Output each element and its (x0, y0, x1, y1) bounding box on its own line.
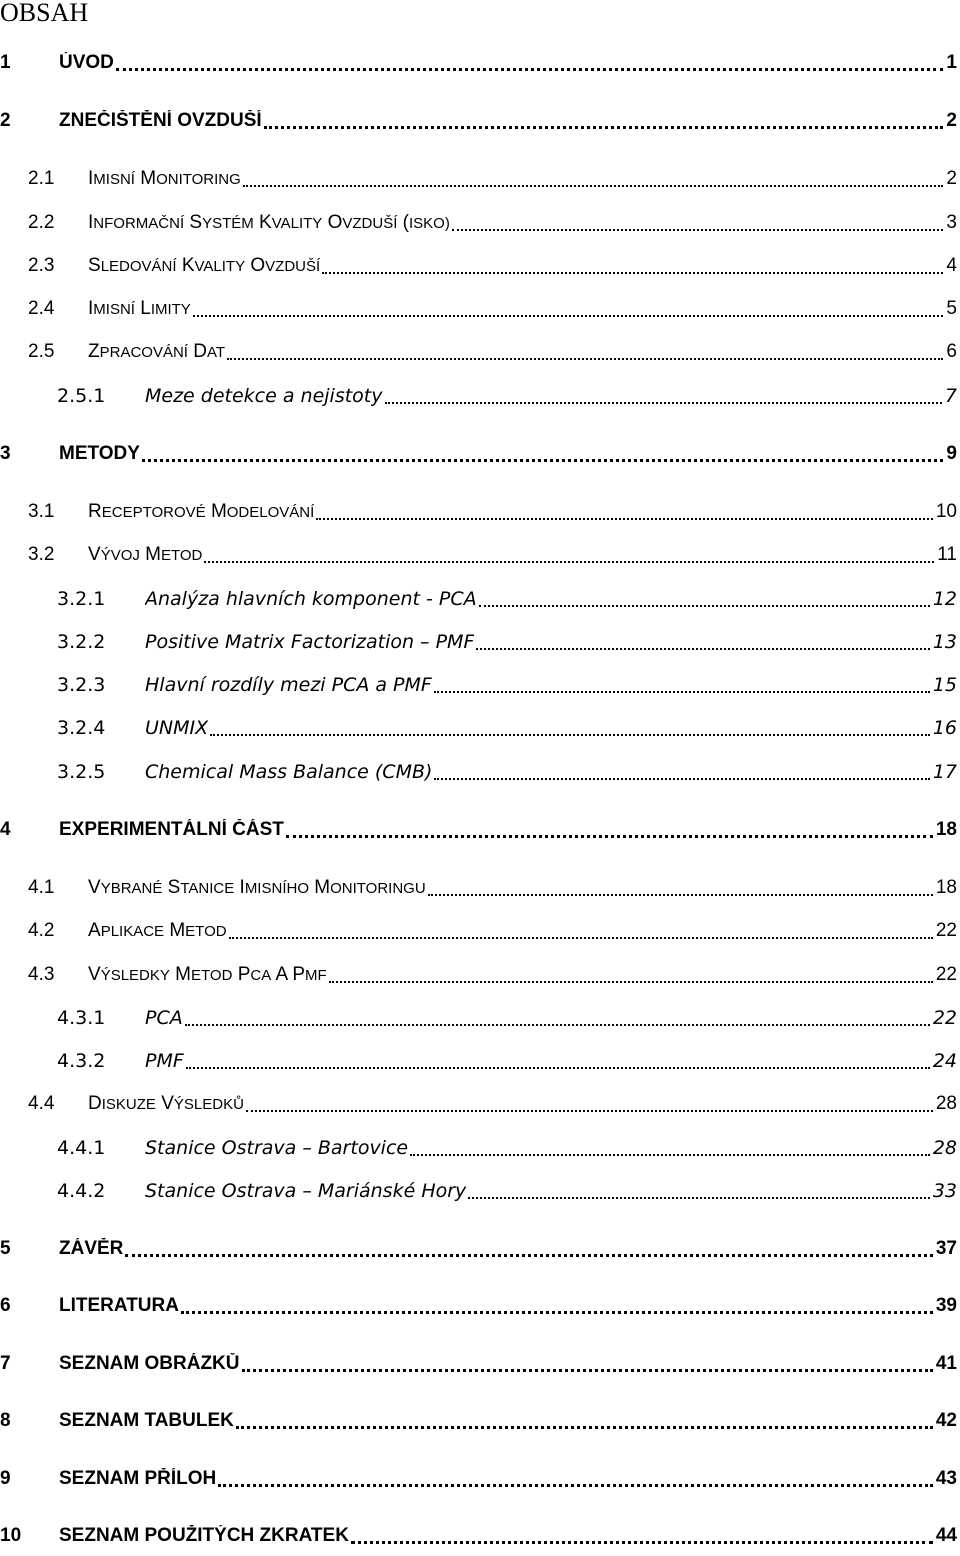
toc-entry-number: 4.1 (28, 877, 55, 898)
toc-entry-number: 2.5.1 (57, 385, 106, 407)
toc-entry[interactable] (0, 1234, 957, 1260)
toc-entry-number: 2.5 (28, 341, 55, 362)
toc-entry[interactable] (0, 106, 957, 132)
toc-entry-number: 4.3.2 (57, 1050, 106, 1072)
toc-entry-page-number: 15 (932, 674, 957, 696)
dot-leader (229, 924, 933, 942)
toc-entry-number: 4.4 (28, 1093, 55, 1114)
toc-entry[interactable] (0, 1089, 957, 1115)
toc-entry-title: VÝVOJ METOD (88, 544, 203, 565)
toc-entry-title: VYBRANÉ STANICE IMISNÍHO MONITORINGU (88, 877, 426, 898)
toc-entry-page-number: 7 (944, 385, 957, 407)
toc-entry-page-number: 28 (935, 1093, 957, 1114)
toc-entry-number: 7 (0, 1353, 11, 1374)
toc-entry[interactable] (0, 381, 957, 407)
toc-entry-page-number: 2 (946, 110, 957, 131)
toc-entry-title: DISKUZE VÝSLEDKŮ (88, 1093, 244, 1114)
toc-entry-title: Stanice Ostrava – Mariánské Hory (145, 1180, 467, 1202)
toc-entry-page-number: 22 (932, 1007, 957, 1029)
toc-entry[interactable] (0, 208, 957, 234)
toc-entry-number: 3.2.2 (57, 631, 106, 653)
toc-entry[interactable] (0, 670, 957, 696)
toc-entry-page-number: 44 (935, 1525, 957, 1546)
toc-entry-page-number: 16 (932, 717, 957, 739)
toc-entry-title: SLEDOVÁNÍ KVALITY OVZDUŠÍ (88, 255, 321, 276)
dot-leader (218, 1472, 933, 1490)
toc-entry[interactable] (0, 1406, 957, 1432)
dot-leader (351, 1529, 933, 1547)
toc-entry-title: ZÁVĚR (59, 1238, 124, 1259)
toc-entry-title: VÝSLEDKY METOD PCA A PMF (88, 964, 327, 985)
toc-entry[interactable] (0, 1003, 957, 1029)
toc-entry-number: 4.3.1 (57, 1007, 106, 1029)
dot-leader (385, 389, 942, 407)
toc-entry-number: 2.4 (28, 298, 55, 319)
toc-entry-title: APLIKACE METOD (88, 920, 227, 941)
toc-entry-title: RECEPTOROVÉ MODELOVÁNÍ (88, 501, 315, 522)
toc-entry[interactable] (0, 713, 957, 739)
dot-leader (452, 216, 944, 234)
toc-entry-title: Hlavní rozdíly mezi PCA a PMF (145, 674, 432, 696)
toc-entry-page-number: 1 (946, 52, 957, 73)
toc-entry-title: SEZNAM POUŽITÝCH ZKRATEK (59, 1525, 349, 1546)
toc-entry-page-number: 28 (932, 1137, 957, 1159)
dot-leader (434, 765, 929, 783)
toc-entry-title: Chemical Mass Balance (CMB) (145, 761, 433, 783)
toc-entry-page-number: 2 (946, 168, 957, 189)
toc-entry-page-number: 33 (932, 1180, 957, 1202)
toc-entry-title: EXPERIMENTÁLNÍ ČÁST (59, 819, 284, 840)
toc-entry-title: ÚVOD (59, 52, 114, 73)
dot-leader (286, 823, 933, 841)
toc-entry-title: PMF (145, 1050, 184, 1072)
toc-entry[interactable] (0, 439, 957, 465)
dot-leader (236, 1414, 933, 1432)
dot-leader (329, 968, 933, 986)
dot-leader (181, 1299, 933, 1317)
toc-entry-number: 9 (0, 1468, 11, 1489)
toc-entry[interactable] (0, 1521, 957, 1547)
toc-entry-page-number: 12 (932, 588, 957, 610)
toc-entry-title: UNMIX (145, 717, 209, 739)
toc-entry-title: Meze detekce a nejistoty (145, 385, 383, 407)
toc-entry-page-number: 37 (935, 1238, 957, 1259)
toc-entry-number: 2.3 (28, 255, 55, 276)
toc-entry-number: 8 (0, 1410, 11, 1431)
toc-entry-number: 3.2.3 (57, 674, 106, 696)
toc-entry-number: 1 (0, 52, 11, 73)
dot-leader (204, 548, 934, 566)
toc-entry-page-number: 41 (935, 1353, 957, 1374)
toc-entry-title: ZPRACOVÁNÍ DAT (88, 341, 226, 362)
toc-entry[interactable] (0, 1176, 957, 1202)
toc-entry-number: 4.4.1 (57, 1137, 106, 1159)
dot-leader (316, 505, 933, 523)
page-title: OBSAH (0, 0, 89, 27)
toc-entry-title: Analýza hlavních komponent - PCA (145, 588, 477, 610)
toc-entry-title: INFORMAČNÍ SYSTÉM KVALITY OVZDUŠÍ (ISKO) (88, 212, 450, 233)
toc-entry[interactable] (0, 1464, 957, 1490)
dot-leader (264, 114, 944, 132)
toc-entry-title: SEZNAM OBRÁZKŮ (59, 1353, 240, 1374)
toc-entry-number: 6 (0, 1295, 11, 1316)
toc-entry-page-number: 10 (935, 501, 957, 522)
dot-leader (410, 1141, 930, 1159)
dot-leader (242, 1357, 933, 1375)
toc-entry-page-number: 24 (932, 1050, 957, 1072)
toc-entry-page-number: 9 (946, 443, 957, 464)
toc-entry-title: METODY (59, 443, 140, 464)
toc-entry[interactable] (0, 873, 957, 899)
toc-entry[interactable] (0, 497, 957, 523)
toc-entry[interactable] (0, 1349, 957, 1375)
toc-entry[interactable] (0, 916, 957, 942)
toc-entry-page-number: 39 (935, 1295, 957, 1316)
dot-leader (227, 345, 943, 363)
toc-entry-number: 10 (0, 1525, 22, 1546)
toc-entry-title: ZNEČIŠTĚNÍ OVZDUŠÍ (59, 110, 262, 131)
dot-leader (125, 1242, 932, 1260)
toc-entry-page-number: 11 (937, 544, 957, 565)
dot-leader (193, 302, 944, 320)
dot-leader (479, 592, 930, 610)
toc-entry-number: 2 (0, 110, 11, 131)
toc-entry-title: Stanice Ostrava – Bartovice (145, 1137, 409, 1159)
toc-entry-page-number: 42 (935, 1410, 957, 1431)
toc-entry[interactable] (0, 960, 957, 986)
toc-entry-page-number: 6 (946, 341, 957, 362)
toc-entry-page-number: 13 (932, 631, 957, 653)
dot-leader (428, 881, 933, 899)
dot-leader (186, 1054, 930, 1072)
toc-entry-number: 3.2.5 (57, 761, 106, 783)
toc-entry[interactable] (0, 337, 957, 363)
toc-entry-title: IMISNÍ MONITORING (88, 168, 241, 189)
dot-leader (185, 1011, 930, 1029)
toc-entry[interactable] (0, 164, 957, 190)
toc-entry-title: Positive Matrix Factorization – PMF (145, 631, 475, 653)
toc-entry-number: 4.4.2 (57, 1180, 106, 1202)
toc-entry[interactable] (0, 294, 957, 320)
toc-entry[interactable] (0, 1046, 957, 1072)
toc-entry[interactable] (0, 627, 957, 653)
dot-leader (434, 678, 930, 696)
toc-entry[interactable] (0, 584, 957, 610)
toc-entry-number: 4.2 (28, 920, 55, 941)
toc-entry-page-number: 5 (946, 298, 957, 319)
dot-leader (142, 447, 943, 465)
toc-entry[interactable] (0, 1291, 957, 1317)
toc-entry-title: LITERATURA (59, 1295, 179, 1316)
toc-entry-number: 4 (0, 819, 11, 840)
dot-leader (322, 259, 943, 277)
dot-leader (243, 172, 944, 190)
toc-entry-number: 3 (0, 443, 11, 464)
toc-entry[interactable] (0, 1133, 957, 1159)
toc-entry[interactable] (0, 48, 957, 74)
toc-entry-page-number: 22 (935, 964, 957, 985)
toc-entry-page-number: 18 (935, 819, 957, 840)
toc-entry-number: 4.3 (28, 964, 55, 985)
toc-entry[interactable] (0, 251, 957, 277)
toc-entry-title: SEZNAM TABULEK (59, 1410, 234, 1431)
toc-entry[interactable] (0, 815, 957, 841)
toc-entry-number: 2.1 (28, 168, 55, 189)
toc-entry-page-number: 22 (935, 920, 957, 941)
toc-entry-number: 5 (0, 1238, 11, 1259)
toc-entry-number: 3.1 (28, 501, 55, 522)
dot-leader (468, 1184, 930, 1202)
dot-leader (210, 721, 930, 739)
dot-leader (116, 56, 944, 74)
toc-entry[interactable] (0, 757, 957, 783)
toc-entry[interactable] (0, 540, 957, 566)
toc-entry-title: IMISNÍ LIMITY (88, 298, 191, 319)
toc-entry-title: PCA (145, 1007, 183, 1029)
toc-entry-page-number: 4 (946, 255, 957, 276)
toc-entry-title: SEZNAM PŘÍLOH (59, 1468, 217, 1489)
toc-entry-number: 3.2.1 (57, 588, 106, 610)
toc-entry-number: 3.2.4 (57, 717, 106, 739)
toc-entry-number: 2.2 (28, 212, 55, 233)
dot-leader (476, 635, 929, 653)
toc-entry-page-number: 3 (946, 212, 957, 233)
dot-leader (246, 1097, 933, 1115)
toc-entry-number: 3.2 (28, 544, 55, 565)
toc-entry-page-number: 43 (935, 1468, 957, 1489)
toc-entry-page-number: 18 (935, 877, 957, 898)
toc-entry-page-number: 17 (932, 761, 957, 783)
